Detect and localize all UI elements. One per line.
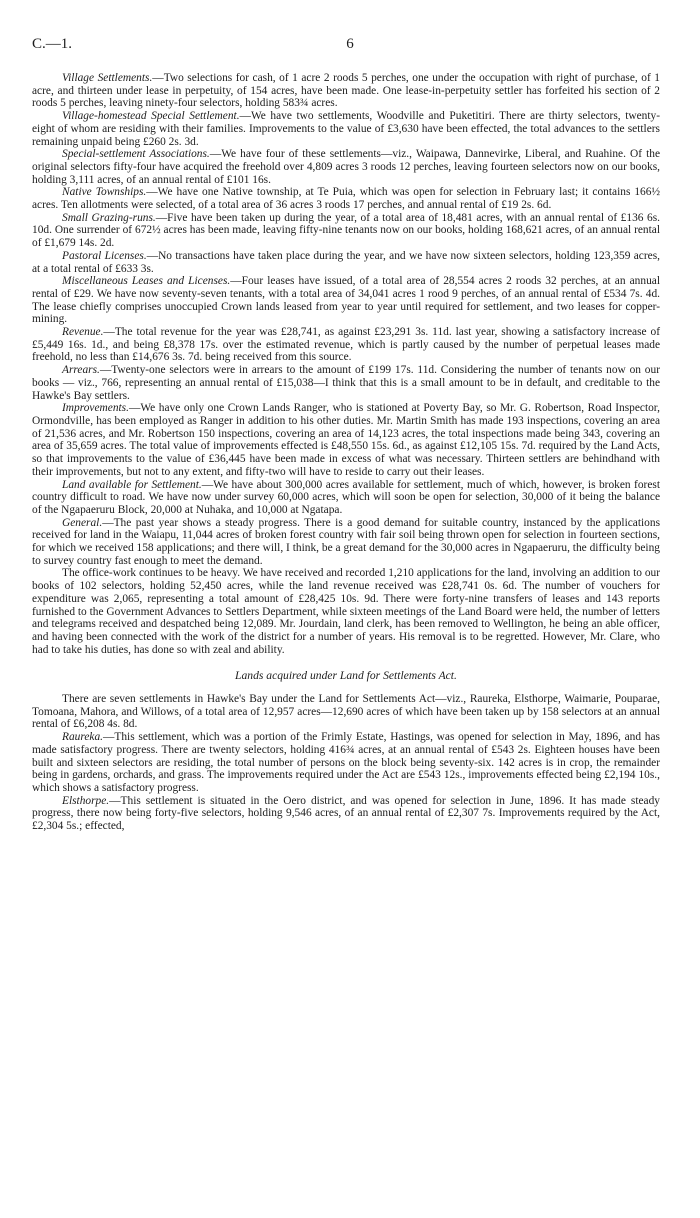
paragraph-text: —Five have been taken up during the year, of a total area of 18,481 acres, with an annual rental of £136 6s. 10d. One surrender of 672½ acres has been made, leaving fifty-nine tenants now on our books, holding 168,621 acres, of an annual rental of £1,679 14s. 2d.: [32, 211, 660, 250]
paragraph-text: —We have one Native township, at Te Puia, which was open for selection in February last; it contains 166½ acres. Ten allotments were selected, of a total area of 36 acres 3 roods 17 perches, and annual rental of £19 2s. 6d.: [32, 186, 660, 212]
paragraph-text: —The past year shows a steady progress. There is a good demand for suitable country, instanced by the applications received for land in the Waiapu, 11,044 acres of broken forest country with fair soil being thrown open for selection in fourteen sections, for which we received 158 applications; and there will, I think, be a great demand for the 30,000 acres in Ngapaeruru, the difficulty being to survey country fast enough to meet the demand.: [32, 516, 660, 567]
paragraph-lead: Land available for Settlement.: [62, 478, 202, 491]
paragraph-improvements: [32, 402, 660, 478]
paragraph-miscellaneous-leases: [32, 275, 660, 326]
paragraph-text: —We have about 300,000 acres available for settlement, much of which, however, is broken forest country difficult to road. We have now under survey 60,000 acres, which will soon be open for selection, 30,000 of it being the balance of the Ngapaeruru Block, 20,000 at Nuhaka, and 10,000 at Ngatapa.: [32, 478, 660, 516]
paragraph-lead: Small Grazing-runs.: [62, 211, 156, 224]
paragraph-land-available: [32, 479, 660, 517]
page-header: [32, 36, 668, 56]
paragraph-raureka: [32, 731, 660, 795]
paragraph-lead: Arrears.: [62, 364, 100, 377]
paragraph-text: —We have two settlements, Woodville and Puketitiri. There are thirty selectors, twenty-eight of whom are residing with their families. Improvements to the value of £3,630 have been effected, the total advances to the settlers remaining unpaid being £260 2s. 3d.: [32, 110, 660, 148]
paragraph-text: —Twenty-one selectors were in arrears to the amount of £199 17s. 11d. Considering the number of tenants now on our books — viz., 766, representing an annual rental of £15,038—I think that this is a small amount to be in default, and creditable to the Hawke's Bay settlers.: [32, 364, 660, 402]
paragraph-lead: Special-settlement Associations.: [62, 148, 210, 161]
paragraph-lead: Miscellaneous Leases and Licenses.: [62, 275, 231, 288]
paragraph-elsthorpe: [32, 795, 660, 833]
paragraph-lead: Revenue.: [62, 326, 104, 339]
paragraph-village-settlements: [32, 72, 660, 110]
paragraph-text: —Four leases have issued, of a total area of 28,554 acres 2 roods 32 perches, at an annual rental of £29. We have now seventy-seven tenants, with a total area of 34,041 acres 1 rood 9 perches, of an annual rental of £534 7s. 4d. The lease chiefly comprises unoccupied Crown lands leased from year to year until required for settlement, and two leases for copper-mining.: [32, 275, 660, 326]
paragraph-lead: Elsthorpe.: [62, 794, 110, 807]
paragraph-lead: Pastoral Licenses.: [62, 249, 147, 262]
paragraph-small-grazing-runs: [32, 212, 660, 250]
body-text: [32, 72, 660, 833]
page-number: 6: [346, 36, 354, 52]
paragraph-text: There are seven settlements in Hawke's Bay under the Land for Settlements Act—viz., Raureka, Elsthorpe, Waimarie, Pouparae, Tomoana, Mahora, and Willows, of a total area of 12,957 acres—12,690 acres of which have been taken up by 158 selectors at an annual rental of £6,208 4s. 8d.: [32, 693, 660, 731]
paragraph-text: —This settlement, which was a portion of the Frimly Estate, Hastings, was opened for selection in May, 1896, and has made satisfactory progress. There are twenty selectors, holding 416¾ acres, at an annual rental of £543 2s. Eighteen houses have been built and sixteen selectors are residing, the total number of persons on the block being seventy-six. 142 acres is in crop, the remainder being in gardens, orchards, and grass. The improvements required under the Act are £543 12s., improvements effected being £2,194 10s., which shows a satisfactory progress.: [32, 731, 660, 794]
paragraph-special-settlement: [32, 148, 660, 186]
paragraph-lead: Native Townships.: [62, 186, 147, 199]
paragraph-lead: General.: [62, 516, 103, 529]
paragraph-text: —The total revenue for the year was £28,741, as against £23,291 3s. 11d. last year, showing a satisfactory increase of £5,449 16s. 1d., and being £8,378 17s. over the estimated revenue, which is partly caused by the number of perpetual leases made freehold, no less than £14,676 3s. 7d. being received from this source.: [32, 326, 660, 364]
paragraph-text: The office-work continues to be heavy. We have received and recorded 1,210 applications for the land, involving an addition to our books of 102 selectors, holding 52,450 acres, while the land revenue received was £28,741 0s. 6d. The number of vouchers for expenditure was 2,065, representing a total amount of £28,425 10s. 9d. There were forty-nine transfers of leases and 143 reports furnished to the Government Advances to Settlers Department, while sixteen meetings of the Land Board were held, the number of letters and telegrams received and despatched being 12,089. Mr. Jourdain, land clerk, has been removed to Wellington, he being an able officer, and having been connected with the work of the district for a number of years. His removal is to be regretted. However, Mr. Clare, who had to take his duties, has done so with zeal and ability.: [32, 567, 660, 656]
paragraph-native-townships: [32, 186, 660, 211]
paragraph-pastoral-licenses: [32, 250, 660, 275]
paragraph-text: —We have only one Crown Lands Ranger, who is stationed at Poverty Bay, so Mr. G. Robertson, Road Inspector, Ormondville, has been employed as Ranger in addition to his other duties. Mr. Martin Smith has made 193 inspections, covering an area of 21,536 acres, and Mr. Robertson 150 inspections, covering an area of 14,123 acres, the total inspections made being 343, covering an area of 35,659 acres. The total value of improvements effected is £48,550 15s. 6d., as against £12,105 15s. 7d. required by the Land Acts, so that improvements to the value of £36,445 have been made in excess of what was necessary. Thirteen settlers are behindhand with their improvements, but not to any extent, and fifty-two will have to reside to carry out their leases.: [32, 402, 660, 478]
paragraph-text: —We have four of these settlements—viz., Waipawa, Dannevirke, Liberal, and Ruahine. Of the original selectors fifty-four have acquired the freehold over 4,809 acres 3 roods 12 perches, leaving fourteen selectors now on our books, holding 3,111 acres, of an annual rental of £101 16s.: [32, 148, 661, 186]
paragraph-revenue: [32, 326, 660, 364]
paragraph-text: —No transactions have taken place during the year, and we have now sixteen selectors, holding 123,359 acres, at a total rental of £633 3s.: [32, 249, 660, 275]
paragraph-lead: Village Settlements.: [62, 72, 153, 84]
paragraph-office-work: [32, 567, 660, 656]
document-reference: C.—1.: [32, 36, 73, 52]
paragraph-village-homestead: [32, 110, 660, 148]
paragraph-text: —Two selections for cash, of 1 acre 2 roods 5 perches, one under the occupation with right of purchase, of 1 acre, and thirteen under lease in perpetuity, of 154 acres, have been made. One lease-in-perpetuity settler has forfeited his section of 2 roods 5 perches, leaving ninety-four selectors, holding 583¾ acres.: [32, 72, 660, 110]
paragraph-lead: Improvements.: [62, 402, 129, 415]
section-heading: Lands acquired under Land for Settlements Act.: [235, 669, 457, 683]
paragraph-general: [32, 517, 660, 568]
paragraph-lead: Village-homestead Special Settlement.: [62, 110, 240, 123]
paragraph-lead: Raureka.: [62, 731, 104, 744]
paragraph-text: —This settlement is situated in the Oero district, and was opened for selection in June, 1896. It has made steady progress, there now being forty-five selectors, holding 9,546 acres, of an annual rental of £2,307 7s. Improvements required by the Act, £2,304 5s.; effected,: [32, 794, 660, 833]
paragraph-settlements-intro: [32, 693, 660, 731]
paragraph-arrears: [32, 364, 660, 402]
